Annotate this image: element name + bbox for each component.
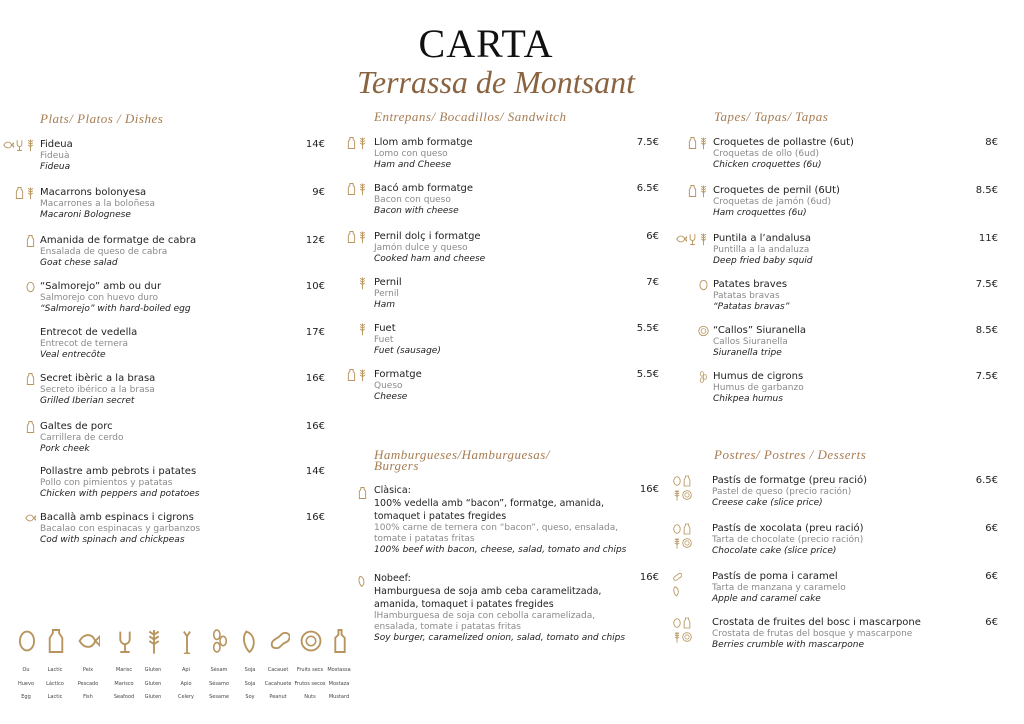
fish-icon bbox=[676, 232, 687, 246]
tapa-allergen-icons bbox=[676, 232, 709, 248]
dish-name-es: Secreto ibérico a la brasa bbox=[40, 385, 155, 395]
shellfish-icon bbox=[687, 232, 698, 246]
sandwich-name-ca: Formatge bbox=[374, 369, 422, 380]
sandwich-name-es: Jamón dulce y queso bbox=[374, 243, 468, 253]
tapa-item bbox=[713, 325, 806, 359]
egg-icon bbox=[698, 278, 709, 292]
legend-label-ca: Peix bbox=[82, 667, 94, 673]
tapa-allergen-icons bbox=[698, 278, 709, 294]
dish-allergen-icons bbox=[25, 511, 36, 527]
sandwich-item bbox=[374, 183, 473, 217]
sandwich-name-es: Bacon con queso bbox=[374, 195, 451, 205]
sandwich-allergen-icons bbox=[346, 182, 368, 198]
legend-nuts-icon bbox=[300, 628, 328, 658]
dessert-allergen-icons bbox=[672, 475, 706, 503]
gluten-icon bbox=[25, 138, 36, 152]
dessert-allergen-icons bbox=[672, 523, 706, 551]
milk-icon bbox=[346, 182, 357, 196]
milk-icon bbox=[346, 368, 357, 382]
dessert-price: 6€ bbox=[985, 617, 998, 628]
dish-item bbox=[40, 187, 155, 221]
dish-name-es: Pollo con pimientos y patatas bbox=[40, 478, 173, 488]
dish-price: 10€ bbox=[305, 281, 325, 292]
dish-item bbox=[40, 281, 191, 315]
fish-icon bbox=[78, 628, 100, 654]
burger-name: Nobeef: bbox=[374, 573, 411, 584]
legend-label-en: Gluten bbox=[144, 694, 162, 700]
tapa-name-en: Deep fried baby squid bbox=[713, 256, 813, 266]
dessert-allergen-icons bbox=[672, 617, 706, 645]
sesame-icon bbox=[698, 370, 709, 384]
tapa-item bbox=[713, 233, 813, 267]
legend-label-es: Gluten bbox=[144, 681, 162, 687]
legend-label-ca: Api bbox=[182, 667, 190, 673]
burger-description-es: lHamburguesa de soja con cebolla caramelizada, ensalada, tomate i patatas fritas bbox=[374, 611, 596, 632]
dish-name-en: “Salmorejo” with hard-boiled egg bbox=[40, 304, 191, 314]
legend-label-es: Sésamo bbox=[209, 681, 229, 687]
dish-name-en: Macaroni Bolognese bbox=[40, 210, 131, 220]
sandwich-price: 7.5€ bbox=[636, 137, 659, 148]
tapa-allergen-icons bbox=[698, 324, 709, 340]
legend-label-es: Apio bbox=[180, 681, 192, 687]
tapa-name-en: Siuranella tripe bbox=[713, 348, 782, 358]
dish-name-en: Fideua bbox=[40, 162, 71, 172]
dish-name-ca: Bacallà amb espinacs i cigrons bbox=[40, 512, 194, 523]
milk-icon bbox=[25, 372, 36, 386]
tapa-price: 8.5€ bbox=[975, 325, 998, 336]
dish-price: 14€ bbox=[305, 139, 325, 150]
nuts-icon bbox=[682, 537, 692, 549]
dish-allergen-icons bbox=[25, 372, 36, 388]
sandwich-name-en: Cooked ham and cheese bbox=[374, 254, 486, 264]
dish-name-ca: Pollastre amb pebrots i patates bbox=[40, 466, 197, 477]
legend-label-es: Soja bbox=[244, 681, 256, 687]
section-heading-hamburgueses-line1: Hamburgueses/Hamburguesas/ bbox=[374, 447, 550, 462]
tapa-item bbox=[713, 137, 854, 171]
legend-label-ca: Mostassa bbox=[327, 667, 351, 673]
dessert-name-es: Tarta de chocolate (precio ración) bbox=[712, 535, 864, 545]
tapa-price: 7.5€ bbox=[975, 371, 998, 382]
tapa-name-en: “Patatas bravas” bbox=[713, 302, 790, 312]
tapa-name-ca: Patates braves bbox=[713, 279, 788, 290]
milk-icon bbox=[346, 230, 357, 244]
legend-label-en: Celery bbox=[177, 694, 195, 700]
peanut-icon bbox=[268, 628, 290, 654]
sandwich-name-ca: Pernil dolç i formatge bbox=[374, 231, 481, 242]
section-heading-hamburgueses-line2: Burgers bbox=[374, 458, 419, 473]
dessert-item bbox=[712, 475, 867, 509]
milk-icon bbox=[687, 184, 698, 198]
menu-title: CARTA bbox=[418, 21, 554, 66]
legend-label-es: Marisco bbox=[114, 681, 134, 687]
legend-shellfish-icon bbox=[114, 628, 142, 658]
egg-icon bbox=[672, 475, 682, 487]
dish-price: 16€ bbox=[305, 421, 325, 432]
sandwich-name-en: Bacon with cheese bbox=[374, 206, 459, 216]
dish-price: 9€ bbox=[312, 187, 325, 198]
legend-label-ca: Gluten bbox=[144, 667, 162, 673]
egg-icon bbox=[672, 617, 682, 629]
dish-name-en: Grilled Iberian secret bbox=[40, 396, 135, 406]
sandwich-name-en: Cheese bbox=[374, 392, 408, 402]
section-heading-entrepans: Entrepans/ Bocadillos/ Sandwitch bbox=[374, 109, 567, 124]
legend-label-es: Pescado bbox=[77, 681, 99, 687]
dish-price: 16€ bbox=[305, 512, 325, 523]
legend-label-en: Peanut bbox=[269, 694, 287, 700]
sandwich-name-ca: Fuet bbox=[374, 323, 396, 334]
legend-egg-icon bbox=[16, 628, 44, 658]
dish-price: 17€ bbox=[305, 327, 325, 338]
sandwich-item bbox=[374, 369, 422, 403]
sandwich-price: 5.5€ bbox=[636, 323, 659, 334]
sesame-icon bbox=[209, 628, 231, 654]
legend-label-ca: Soja bbox=[244, 667, 256, 673]
dish-price: 16€ bbox=[305, 373, 325, 384]
sandwich-name-ca: Bacó amb formatge bbox=[374, 183, 474, 194]
dish-name-es: Fideuà bbox=[40, 151, 70, 161]
celery-icon bbox=[176, 628, 198, 654]
burger-description-ca: 100% vedella amb “bacon”, formatge, amanida, tomaquet i patates fregides bbox=[374, 498, 605, 522]
burger-allergen-icons bbox=[357, 574, 368, 590]
legend-soy-icon bbox=[240, 628, 268, 658]
fish-icon bbox=[3, 138, 14, 152]
nuts-icon bbox=[698, 324, 709, 338]
mustard-icon bbox=[329, 628, 351, 654]
dessert-item bbox=[712, 571, 846, 605]
dessert-name-ca: Pastís de poma i caramel bbox=[712, 571, 838, 582]
dish-name-ca: Amanida de formatge de cabra bbox=[40, 235, 197, 246]
tapa-name-ca: “Callos” Siuranella bbox=[713, 325, 807, 336]
legend-label-en: Lactic bbox=[47, 694, 63, 700]
dish-name-ca: Fideua bbox=[40, 139, 73, 150]
shellfish-icon bbox=[14, 138, 25, 152]
gluten-icon bbox=[357, 182, 368, 196]
tapa-name-ca: Humus de cigrons bbox=[713, 371, 804, 382]
sandwich-price: 6€ bbox=[646, 231, 659, 242]
legend-fish-icon bbox=[78, 628, 106, 658]
sandwich-allergen-icons bbox=[346, 368, 368, 384]
egg-icon bbox=[25, 280, 36, 294]
fish-icon bbox=[25, 511, 36, 525]
dish-name-es: Ensalada de queso de cabra bbox=[40, 247, 168, 257]
soy-icon bbox=[240, 628, 262, 654]
dish-allergen-icons bbox=[25, 280, 36, 296]
dish-name-en: Veal entrecôte bbox=[40, 350, 106, 360]
gluten-icon bbox=[672, 631, 682, 643]
milk-icon bbox=[682, 475, 692, 487]
gluten-icon bbox=[25, 186, 36, 200]
peanut-icon bbox=[672, 571, 682, 583]
dish-item bbox=[40, 235, 196, 269]
milk-icon bbox=[346, 136, 357, 150]
dessert-name-es: Crostata de frutas del bosque y mascarpone bbox=[712, 629, 913, 639]
dessert-name-ca: Crostata de fruites del bosc i mascarpone bbox=[712, 617, 921, 628]
milk-icon bbox=[687, 136, 698, 150]
section-heading-plats: Plats/ Platos / Dishes bbox=[40, 111, 164, 126]
dish-name-es: Bacalao con espinacas y garbanzos bbox=[40, 524, 201, 534]
legend-peanut-icon bbox=[268, 628, 296, 658]
dessert-name-en: Chocolate cake (slice price) bbox=[712, 546, 837, 556]
legend-label-ca: Ou bbox=[22, 667, 30, 673]
legend-sesame-icon bbox=[209, 628, 237, 658]
sandwich-item bbox=[374, 231, 485, 265]
tapa-allergen-icons bbox=[687, 184, 709, 200]
restaurant-name: Terrassa de Montsant bbox=[357, 64, 635, 100]
milk-icon bbox=[25, 234, 36, 248]
dessert-price: 6€ bbox=[985, 523, 998, 534]
gluten-icon bbox=[672, 489, 682, 501]
tapa-name-en: Chikpea humus bbox=[713, 394, 783, 404]
burger-name: Clàsica: bbox=[374, 485, 411, 496]
sandwich-name-es: Fuet bbox=[374, 335, 394, 345]
sandwich-name-ca: Pernil bbox=[374, 277, 402, 288]
dessert-name-es: Pastel de queso (precio ración) bbox=[712, 487, 852, 497]
gluten-icon bbox=[698, 136, 709, 150]
burger-description-ca: Hamburguesa de soja amb ceba caramelitzada, amanida, tomaquet i patates fregides bbox=[374, 586, 602, 610]
dish-name-en: Goat chese salad bbox=[40, 258, 118, 268]
dish-price: 14€ bbox=[305, 466, 325, 477]
dish-item bbox=[40, 466, 200, 500]
tapa-name-ca: Croquetes de pollastre (6ut) bbox=[713, 137, 854, 148]
tapa-name-en: Ham croquettes (6u) bbox=[713, 208, 807, 218]
sandwich-name-en: Fuet (sausage) bbox=[374, 346, 441, 356]
tapa-item bbox=[713, 185, 840, 219]
dessert-price: 6.5€ bbox=[975, 475, 998, 486]
dish-allergen-icons bbox=[14, 186, 36, 202]
section-heading-postres: Postres/ Postres / Desserts bbox=[714, 447, 867, 462]
dish-name-es: Salmorejo con huevo duro bbox=[40, 293, 158, 303]
legend-label-en: Fish bbox=[83, 694, 93, 700]
dish-allergen-icons bbox=[3, 138, 36, 154]
legend-label-es: Mostaza bbox=[328, 681, 350, 687]
gluten-icon bbox=[357, 136, 368, 150]
gluten-icon bbox=[357, 230, 368, 244]
tapa-name-es: Puntilla a la andaluza bbox=[713, 245, 810, 255]
sandwich-name-ca: Llom amb formatge bbox=[374, 137, 473, 148]
soy-icon bbox=[357, 574, 368, 588]
tapa-allergen-icons bbox=[687, 136, 709, 152]
tapa-price: 8.5€ bbox=[975, 185, 998, 196]
gluten-icon bbox=[143, 628, 165, 654]
burger-description-es: 100% carne de ternera con “bacon”, queso, ensalada, tomate i patatas fritas bbox=[374, 523, 619, 544]
nuts-icon bbox=[682, 489, 692, 501]
gluten-icon bbox=[357, 322, 368, 336]
tapa-item bbox=[713, 279, 789, 313]
burger-price: 16€ bbox=[639, 572, 659, 583]
legend-gluten-icon bbox=[143, 628, 171, 658]
legend-label-en: Egg bbox=[21, 694, 31, 700]
sandwich-name-en: Ham and Cheese bbox=[374, 160, 451, 170]
legend-label-ca: Cacauet bbox=[267, 667, 289, 673]
burger-description-en: Soy burger, caramelized onion, salad, tomato and chips bbox=[374, 633, 626, 643]
legend-label-en: Sesame bbox=[209, 694, 229, 700]
dessert-name-ca: Pastís de xocolata (preu ració) bbox=[712, 523, 864, 534]
section-heading-hamburgueses bbox=[374, 449, 550, 471]
sandwich-price: 6.5€ bbox=[636, 183, 659, 194]
tapa-price: 7.5€ bbox=[975, 279, 998, 290]
legend-label-es: Huevo bbox=[17, 681, 35, 687]
section-heading-tapes: Tapes/ Tapas/ Tapas bbox=[714, 109, 829, 124]
sandwich-item bbox=[374, 323, 441, 357]
burger-description-en: 100% beef with bacon, cheese, salad, tomato and chips bbox=[374, 545, 627, 555]
sandwich-price: 5.5€ bbox=[636, 369, 659, 380]
dish-item bbox=[40, 327, 137, 361]
sandwich-allergen-icons bbox=[346, 136, 368, 152]
gluten-icon bbox=[357, 368, 368, 382]
tapa-name-es: Patatas bravas bbox=[713, 291, 780, 301]
tapa-price: 11€ bbox=[978, 233, 998, 244]
tapa-price: 8€ bbox=[985, 137, 998, 148]
dessert-name-en: Creese cake (slice price) bbox=[712, 498, 823, 508]
dish-item bbox=[40, 421, 124, 455]
tapa-name-es: Humus de garbanzo bbox=[713, 383, 804, 393]
dish-price: 12€ bbox=[305, 235, 325, 246]
legend-label-es: Cacahuete bbox=[264, 681, 292, 687]
dish-item bbox=[40, 512, 200, 546]
dessert-item bbox=[712, 523, 864, 557]
milk-icon bbox=[682, 523, 692, 535]
tapa-item bbox=[713, 371, 804, 405]
dessert-name-es: Tarta de manzana y caramelo bbox=[712, 583, 846, 593]
dessert-name-en: Berries crumble with mascarpone bbox=[712, 640, 864, 650]
shellfish-icon bbox=[114, 628, 136, 654]
legend-label-ca: Marisc bbox=[115, 667, 133, 673]
egg-icon bbox=[672, 523, 682, 535]
milk-icon bbox=[14, 186, 25, 200]
dish-name-es: Macarrones a la boloñesa bbox=[40, 199, 156, 209]
milk-icon bbox=[357, 486, 368, 500]
sandwich-item bbox=[374, 137, 473, 171]
sandwich-allergen-icons bbox=[346, 230, 368, 246]
sandwich-name-en: Ham bbox=[374, 300, 396, 310]
tapa-name-ca: Croquetes de pernil (6Ut) bbox=[713, 185, 840, 196]
nuts-icon bbox=[300, 628, 322, 654]
gluten-icon bbox=[698, 232, 709, 246]
tapa-name-ca: Puntila a l’andalusa bbox=[713, 233, 811, 244]
sandwich-allergen-icons bbox=[357, 276, 368, 292]
milk-icon bbox=[682, 617, 692, 629]
sandwich-allergen-icons bbox=[357, 322, 368, 338]
dish-name-ca: Macarrons bolonyesa bbox=[40, 187, 147, 198]
gluten-icon bbox=[357, 276, 368, 290]
dessert-name-en: Apple and caramel cake bbox=[712, 594, 821, 604]
sandwich-name-es: Lomo con queso bbox=[374, 149, 448, 159]
milk-icon bbox=[25, 420, 36, 434]
tapa-name-es: Croquetas de jamón (6ud) bbox=[713, 197, 831, 207]
dish-name-en: Pork cheek bbox=[40, 444, 90, 454]
burger-allergen-icons bbox=[357, 486, 368, 502]
sandwich-name-es: Queso bbox=[374, 381, 403, 391]
tapa-name-es: Croquetas de ollo (6ud) bbox=[713, 149, 819, 159]
tapa-name-en: Chicken croquettes (6u) bbox=[713, 160, 822, 170]
dish-name-ca: “Salmorejo” amb ou dur bbox=[40, 281, 162, 292]
dish-name-es: Entrecot de ternera bbox=[40, 339, 128, 349]
dish-name-es: Carrillera de cerdo bbox=[40, 433, 124, 443]
legend-mustard-icon bbox=[329, 628, 357, 658]
legend-label-en: Soy bbox=[245, 694, 255, 700]
tapa-name-es: Callos Siuranella bbox=[713, 337, 788, 347]
legend-label-es: Láctico bbox=[46, 681, 64, 687]
burger-item bbox=[374, 484, 630, 556]
legend-label-ca: Lactic bbox=[47, 667, 63, 673]
legend-celery-icon bbox=[176, 628, 204, 658]
sandwich-name-es: Pernil bbox=[374, 289, 399, 299]
burger-price: 16€ bbox=[639, 484, 659, 495]
soy-icon bbox=[672, 585, 682, 597]
gluten-icon bbox=[698, 184, 709, 198]
dish-allergen-icons bbox=[25, 420, 36, 436]
legend-label-es: Frutos secos bbox=[294, 681, 326, 687]
dish-name-en: Chicken with peppers and potatoes bbox=[40, 489, 200, 499]
sandwich-item bbox=[374, 277, 402, 311]
milk-icon bbox=[45, 628, 67, 654]
gluten-icon bbox=[672, 537, 682, 549]
legend-label-en: Mustard bbox=[328, 694, 350, 700]
legend-label-ca: Fruits secs bbox=[296, 667, 324, 673]
legend-label-ca: Sèsam bbox=[210, 667, 228, 673]
dish-allergen-icons bbox=[25, 234, 36, 250]
sandwich-price: 7€ bbox=[646, 277, 659, 288]
dish-name-ca: Entrecot de vedella bbox=[40, 327, 138, 338]
dish-name-ca: Secret ibèric a la brasa bbox=[40, 373, 156, 384]
dessert-name-ca: Pastís de formatge (preu ració) bbox=[712, 475, 868, 486]
legend-milk-icon bbox=[45, 628, 73, 658]
nuts-icon bbox=[682, 631, 692, 643]
legend-label-en: Nuts bbox=[304, 694, 316, 700]
egg-icon bbox=[16, 628, 38, 654]
dish-name-en: Cod with spinach and chickpeas bbox=[40, 535, 185, 545]
dish-item bbox=[40, 139, 73, 173]
dish-item bbox=[40, 373, 155, 407]
legend-label-en: Seafood bbox=[113, 694, 135, 700]
dessert-item bbox=[712, 617, 921, 651]
dessert-price: 6€ bbox=[985, 571, 998, 582]
dessert-allergen-icons bbox=[672, 571, 706, 599]
tapa-allergen-icons bbox=[698, 370, 709, 386]
burger-item bbox=[374, 572, 630, 644]
dish-name-ca: Galtes de porc bbox=[40, 421, 113, 432]
